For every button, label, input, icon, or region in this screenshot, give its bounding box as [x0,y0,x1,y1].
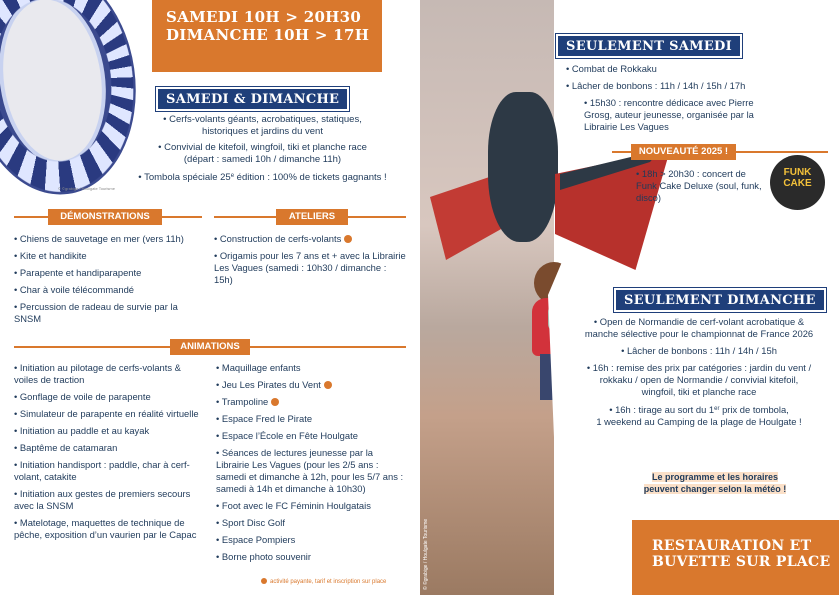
list-item-cont: historiques et jardins du vent [202,126,323,137]
list-item: • Foot avec le FC Féminin Houlgatais [216,500,408,512]
animations-left-list [14,362,204,546]
list-item: Jeu Les Pirates du Vent [221,379,321,390]
list-item: • Kite et handikite [14,250,204,262]
list-item: Trampoline [221,396,269,407]
list-item: Construction de cerfs-volants [219,233,342,244]
weather-disclaimer: Le programme et les horaires peuvent changer selon la météo ! [643,472,787,494]
restauration-banner: RESTAURATION ET BUVETTE SUR PLACE [632,520,839,595]
list-item: • 16h : remise des prix par catégories : jardin du vent / rokkaku / open de Normandie / convivial kitefoil, wingfoil, tiki et planche race [583,362,815,398]
list-item: • Lâcher de bonbons : 11h / 14h / 15h / 17h [566,80,826,92]
list-item: • Open de Normandie de cerf-volant acrobatique & manche sélective pour le championnat de France 2026 [583,316,815,340]
list-item: • Initiation handisport : paddle, char à cerf-volant, catakite [14,459,204,483]
list-item: • Sport Disc Golf [216,517,408,529]
ateliers-heading: ATELIERS [276,209,348,225]
kite-body [488,92,558,242]
list-item: • Simulateur de parapente en réalité virtuelle [14,408,204,420]
funk-cake-logo: FUNK CAKE [770,155,825,210]
paid-activity-icon [261,578,267,584]
list-item: • Combat de Rokkaku [566,63,826,75]
list-item-cont: (départ : samedi 10h / dimanche 11h) [183,154,342,165]
list-item: • Matelotage, maquettes de technique de pêche, exposition d’un vaurien par le Capac [14,517,204,541]
list-item: • 18h > 20h30 : concert de Funk Cake Deluxe (soul, funk, disco) [636,168,768,204]
superscript: er [714,406,720,412]
samedi-list [566,63,826,138]
list-item: • Parapente et handiparapente [14,267,204,279]
demonstrations-list [14,233,204,330]
list-item: • Char à voile télécommandé [14,284,204,296]
new-2025-badge: NOUVEAUTÉ 2025 ! [631,144,736,160]
date-banner [152,0,382,72]
list-item: • Initiation au paddle et au kayak [14,425,204,437]
list-item: • Séances de lectures jeunesse par la Librairie Les Vagues (pour les 2/5 ans : samedi et dimanche à 12h, pour les 5/7 ans : samedi à 14h et dimanche à 10h30) [216,447,408,495]
list-item: • Origamis pour les 7 ans et + avec la Librairie Les Vagues (samedi : 10h30 / dimanche : 15h) [214,250,406,286]
ateliers-list [214,233,406,291]
kite-ring-photo [0,0,150,205]
list-item: • Initiation au pilotage de cerfs-volants & voiles de traction [14,362,204,386]
animations-right-list [216,362,408,568]
seulement-samedi-heading: SEULEMENT SAMEDI [556,34,742,58]
list-item: • Espace Fred le Pirate [216,413,408,425]
list-item-cont: édition : 100% de tickets gagnants ! [234,172,387,183]
list-item: • Cerfs-volants géants, acrobatiques, statiques, [163,114,362,125]
concert-item [636,168,768,209]
samedi-dimanche-list [130,114,395,188]
paid-activity-icon [344,235,352,243]
paid-activity-icon [324,381,332,389]
date-line-sunday: DIMANCHE 10H > 17H [166,26,370,44]
demonstrations-heading: DÉMONSTRATIONS [48,209,162,225]
list-item: • Chiens de sauvetage en mer (vers 11h) [14,233,204,245]
dimanche-list: • Open de Normandie de cerf-volant acrobatique & manche sélective pour le championnat de France 2026 • Lâcher de bonbons : 11h / 14h / 15h • 16h : remise des prix par catégories : jardin du vent / rokkaku / open de Normandie / convivial kitefoil, wingfoil, tiki et planche race • 16h : tirage au sort du 1er prix de tombola, 1 weekend au Camping de la plage de Houlgate ! [583,316,815,433]
list-item: • Espace Pompiers [216,534,408,546]
date-line-saturday: SAMEDI 10H > 20H30 [166,8,362,26]
list-item: • Gonflage de voile de parapente [14,391,204,403]
paid-activity-icon [271,398,279,406]
list-item: • Lâcher de bonbons : 11h / 14h / 15h [583,345,815,357]
seulement-dimanche-heading: SEULEMENT DIMANCHE [614,288,826,312]
list-item: • Percussion de radeau de survie par la SNSM [14,301,204,325]
list-item: • Maquillage enfants [216,362,408,374]
list-item: • Initiation aux gestes de premiers secours avec la SNSM [14,488,204,512]
animations-heading: ANIMATIONS [170,339,250,355]
photo-credit: © ©grabige / Houlgate Tourisme [423,518,429,590]
photo-credit: © ©grabige / Houlgate Tourisme [58,186,115,191]
paid-footnote: activité payante, tarif et inscription sur place [261,578,386,585]
list-item: • Tombola spéciale 25 [138,172,230,183]
list-item-cont: 1 weekend au Camping de la plage de Houlgate ! [596,416,802,427]
list-item: • Borne photo souvenir [216,551,408,563]
superscript: e [230,173,235,179]
list-item: • 15h30 : rencontre dédicace avec Pierre Grosg, auteur jeunesse, organisée par la Librairie Les Vagues [566,97,766,133]
list-item: • Convivial de kitefoil, wingfoil, tiki et planche race [158,142,367,153]
samedi-dimanche-heading: SAMEDI & DIMANCHE [156,87,349,111]
list-item: 16h : tirage au sort du 1 [615,404,715,415]
list-item: • Espace l’École en Fête Houlgate [216,430,408,442]
list-item: • Baptême de catamaran [14,442,204,454]
